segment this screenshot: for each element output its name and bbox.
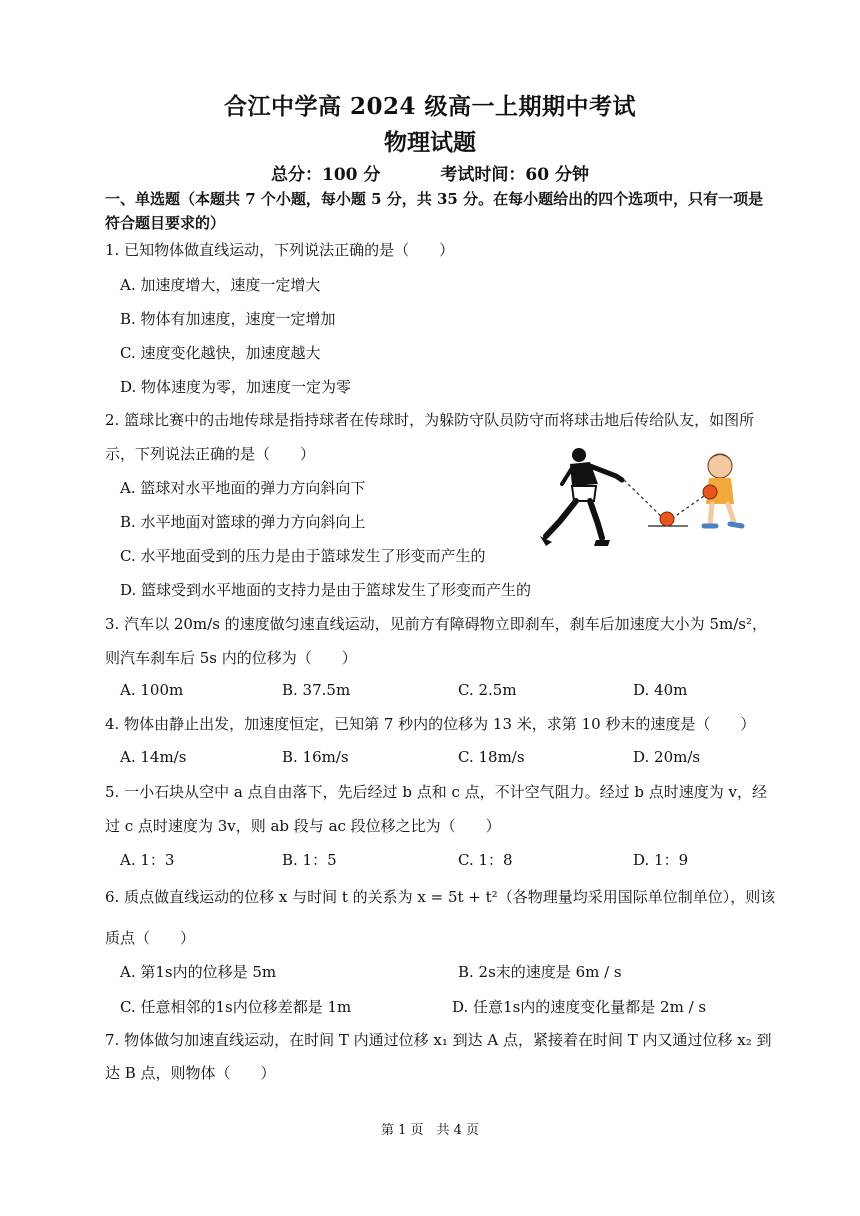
q1-option-b: B. 物体有加速度，速度一定增加 [120,310,336,328]
q6-option-c: C. 任意相邻的1s内位移差都是 1m [120,998,352,1016]
bounce-pass-figure [532,446,762,556]
q3-option-b: B. 37.5m [282,681,351,699]
q2-option-b: B. 水平地面对篮球的弹力方向斜向上 [120,513,366,531]
total-score: 总分：100 分 [271,165,381,185]
section-heading-line1: 一、单选题（本题共 7 个小题，每小题 5 分，共 35 分。在每小题给出的四个选项中，只有一项是 [105,190,764,208]
q1-option-a: A. 加速度增大，速度一定增大 [120,276,321,294]
q2-stem-line1: 2. 篮球比赛中的击地传球是指持球者在传球时，为躲防守队员防守而将球击地后传给队友，如图所 [105,411,755,429]
q3-option-c: C. 2.5m [458,681,517,699]
q2-option-a: A. 篮球对水平地面的弹力方向斜向下 [120,479,366,497]
q7-stem-line1: 7. 物体做匀加速直线运动，在时间 T 内通过位移 x₁ 到达 A 点，紧接着在时间 T 内又通过位移 x₂ 到 [105,1031,772,1049]
q4-stem: 4. 物体由静止出发，加速度恒定，已知第 7 秒内的位移为 13 米，求第 10 秒末的速度是（ ） [105,715,756,733]
q6-option-b: B. 2s末的速度是 6m / s [458,963,622,981]
exam-meta [0,160,860,185]
teammate-child [703,454,742,526]
q5-option-a: A. 1：3 [120,851,175,869]
q6-option-d: D. 任意1s内的速度变化量都是 2m / s [452,998,707,1016]
q6-stem-line2: 质点（ ） [105,929,196,947]
page-footer: 第 1 页 共 4 页 [380,1123,480,1138]
q6-stem-line1: 6. 质点做直线运动的位移 x 与时间 t 的关系为 x = 5t + t²（各物理量均采用国际单位制单位），则该 [105,888,776,906]
q5-option-c: C. 1：8 [458,851,513,869]
q3-option-a: A. 100m [120,681,184,699]
q5-option-d: D. 1：9 [633,851,689,869]
q5-stem-line1: 5. 一小石块从空中 a 点自由落下，先后经过 b 点和 c 点，不计空气阻力。经过 b 点时速度为 v，经 [105,783,768,801]
section-heading-line2: 符合题目要求的） [105,214,226,232]
q4-option-b: B. 16m/s [282,748,349,766]
q3-option-d: D. 40m [633,681,688,699]
q3-stem-line1: 3. 汽车以 20m/s 的速度做匀速直线运动，见前方有障碍物立即刹车，刹车后加速度大小为 5m/s²， [105,615,767,633]
passer-silhouette [540,448,622,546]
q7-stem-line2: 达 B 点，则物体（ ） [105,1064,276,1082]
q1-option-d: D. 物体速度为零，加速度一定为零 [120,378,352,396]
q2-option-c: C. 水平地面受到的压力是由于篮球发生了形变而产生的 [120,547,486,565]
q1-stem: 1. 已知物体做直线运动，下列说法正确的是（ ） [105,241,455,259]
q6-option-a: A. 第1s内的位移是 5m [120,963,277,981]
q3-stem-line2: 则汽车刹车后 5s 内的位移为（ ） [105,649,357,667]
subject-title: 物理试题 [384,129,476,156]
basketball-icon [660,512,674,526]
q4-option-c: C. 18m/s [458,748,525,766]
q4-option-d: D. 20m/s [633,748,701,766]
exam-title: 合江中学高 2024 级高一上期期中考试 [223,93,637,120]
q5-stem-line2: 过 c 点时速度为 3v，则 ab 段与 ac 段位移之比为（ ） [105,817,501,835]
q4-option-a: A. 14m/s [120,748,187,766]
exam-time: 考试时间：60 分钟 [440,165,589,185]
q5-option-b: B. 1：5 [282,851,337,869]
q2-option-d: D. 篮球受到水平地面的支持力是由于篮球发生了形变而产生的 [120,581,532,599]
q2-stem-line2: 示，下列说法正确的是（ ） [105,445,316,463]
q1-option-c: C. 速度变化越快，加速度越大 [120,344,321,362]
